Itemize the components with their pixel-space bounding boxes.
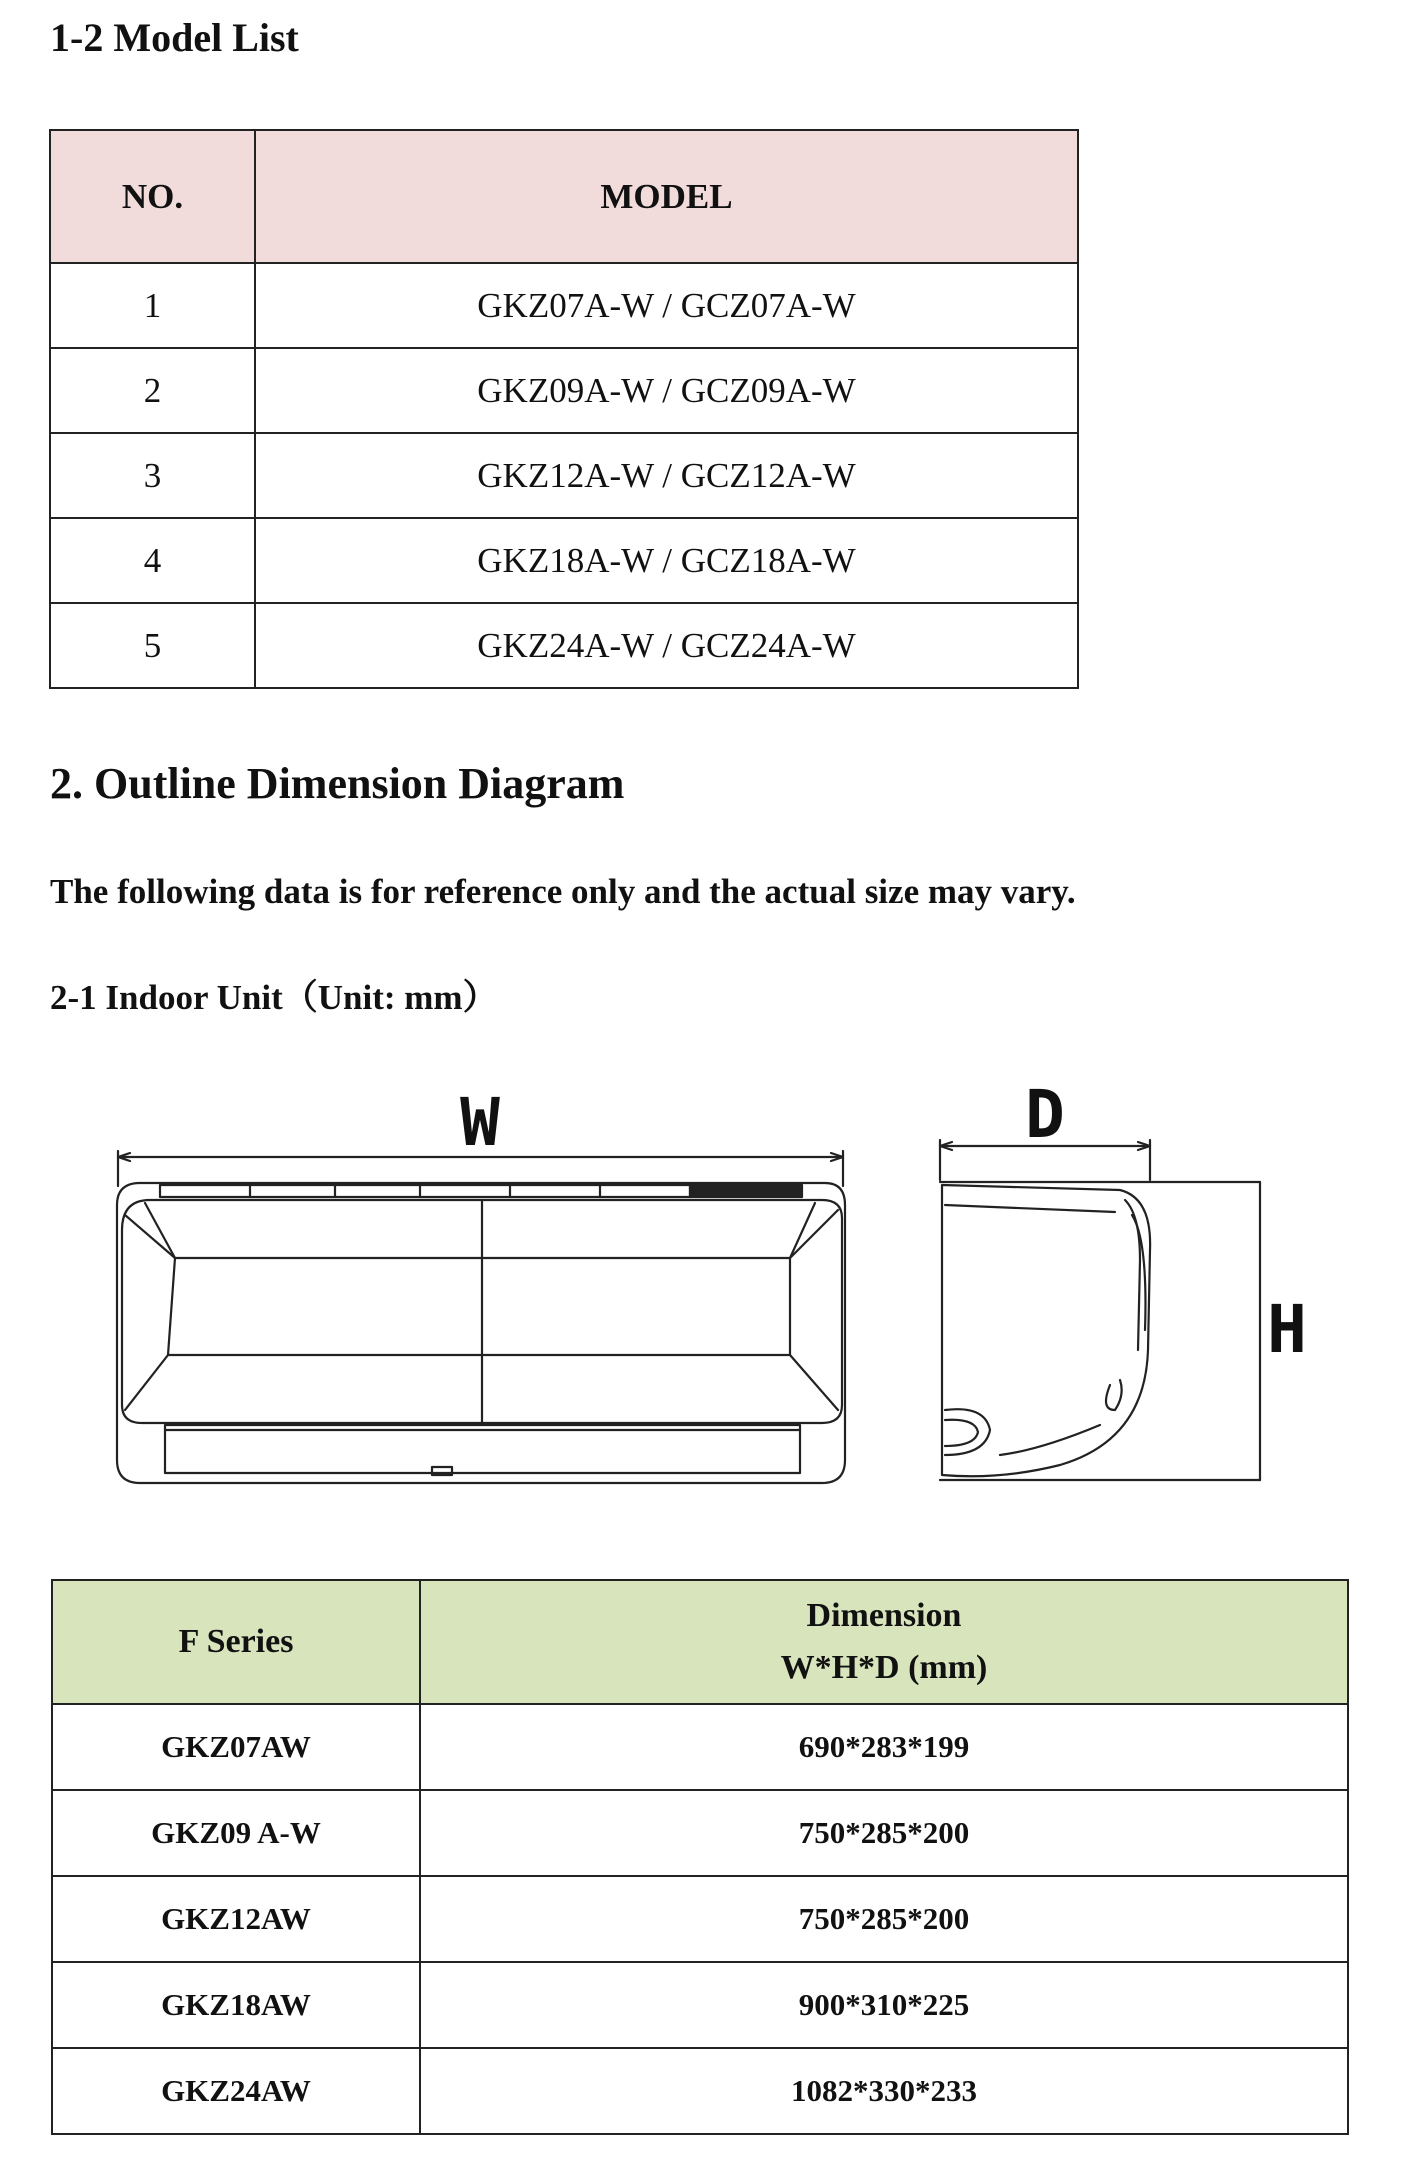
row-model: GKZ12AW bbox=[52, 1876, 420, 1962]
reference-note: The following data is for reference only and the actual size may vary. bbox=[50, 872, 1076, 911]
row-model: GKZ12A-W / GCZ12A-W bbox=[255, 433, 1078, 518]
row-model: GKZ09A-W / GCZ09A-W bbox=[255, 348, 1078, 433]
row-dimension: 1082*330*233 bbox=[420, 2048, 1348, 2134]
row-number: 2 bbox=[50, 348, 255, 433]
dimension-header-line2: W*H*D (mm) bbox=[780, 1649, 988, 1686]
indoor-unit-heading: 2-1 Indoor Unit（Unit: mm） bbox=[50, 978, 498, 1017]
table-row bbox=[50, 603, 1078, 688]
outline-dimension-heading: 2. Outline Dimension Diagram bbox=[50, 759, 625, 808]
outline-dimension-diagram bbox=[0, 1070, 1416, 1510]
row-model: GKZ24AW bbox=[52, 2048, 420, 2134]
side-view-drawing bbox=[940, 1140, 1260, 1480]
height-label: H bbox=[1267, 1291, 1307, 1368]
width-label: W bbox=[460, 1084, 500, 1161]
depth-label: D bbox=[1025, 1076, 1065, 1153]
row-dimension: 750*285*200 bbox=[420, 1790, 1348, 1876]
column-header-model: MODEL bbox=[255, 130, 1078, 263]
column-header-no: NO. bbox=[50, 130, 255, 263]
row-number: 3 bbox=[50, 433, 255, 518]
row-dimension: 900*310*225 bbox=[420, 1962, 1348, 2048]
model-list-table bbox=[49, 129, 1079, 689]
row-number: 4 bbox=[50, 518, 255, 603]
row-dimension: 690*283*199 bbox=[420, 1704, 1348, 1790]
table-header-row bbox=[50, 130, 1078, 263]
row-model: GKZ18AW bbox=[52, 1962, 420, 2048]
table-row bbox=[52, 1704, 1348, 1790]
row-number: 1 bbox=[50, 263, 255, 348]
table-row bbox=[50, 518, 1078, 603]
table-header-row bbox=[52, 1580, 1348, 1704]
dimension-header-line1: Dimension bbox=[806, 1597, 962, 1634]
column-header-series: F Series bbox=[52, 1580, 420, 1704]
front-view-drawing bbox=[117, 1151, 845, 1483]
row-model: GKZ18A-W / GCZ18A-W bbox=[255, 518, 1078, 603]
table-row bbox=[52, 1876, 1348, 1962]
table-row bbox=[52, 1790, 1348, 1876]
table-row bbox=[52, 2048, 1348, 2134]
row-model: GKZ24A-W / GCZ24A-W bbox=[255, 603, 1078, 688]
table-row bbox=[52, 1962, 1348, 2048]
row-model: GKZ07AW bbox=[52, 1704, 420, 1790]
model-list-heading: 1-2 Model List bbox=[50, 15, 299, 60]
row-dimension: 750*285*200 bbox=[420, 1876, 1348, 1962]
row-model: GKZ07A-W / GCZ07A-W bbox=[255, 263, 1078, 348]
dimension-table bbox=[51, 1579, 1349, 2135]
table-row bbox=[50, 348, 1078, 433]
column-header-dimension bbox=[420, 1580, 1348, 1704]
row-model: GKZ09 A-W bbox=[52, 1790, 420, 1876]
table-row bbox=[50, 433, 1078, 518]
row-number: 5 bbox=[50, 603, 255, 688]
table-row bbox=[50, 263, 1078, 348]
